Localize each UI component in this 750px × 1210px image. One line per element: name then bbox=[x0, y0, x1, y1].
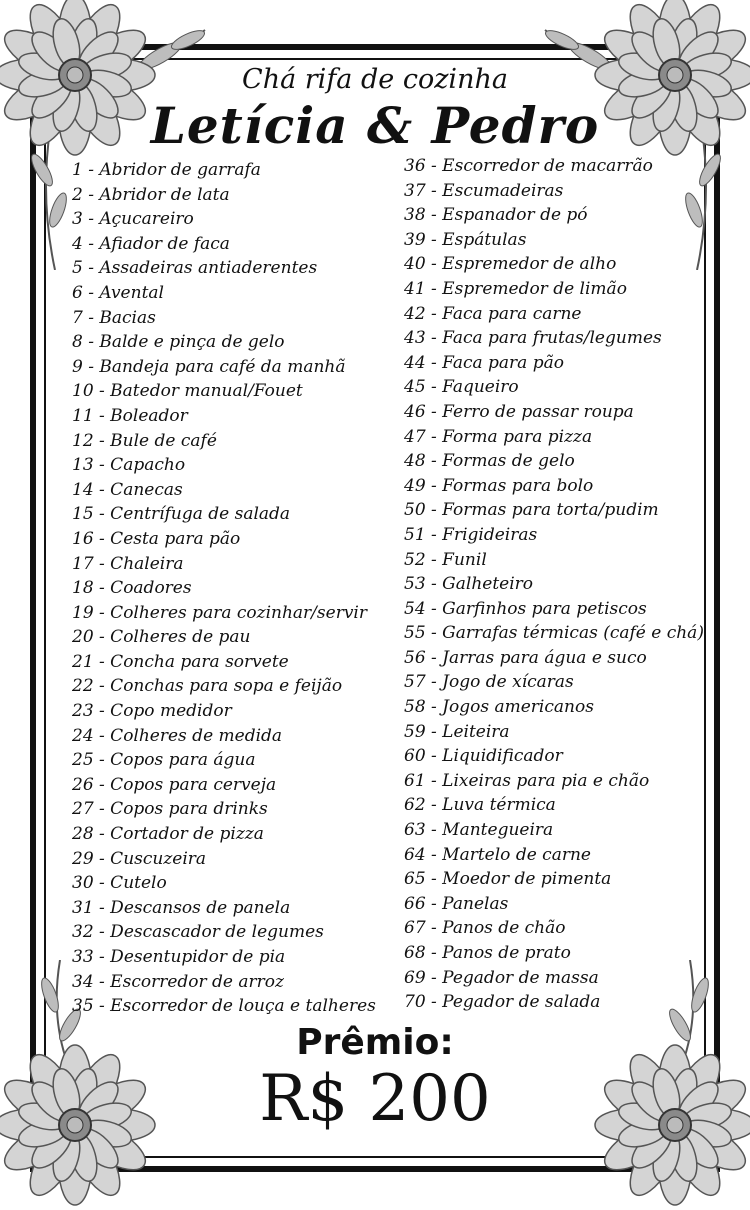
list-item: 58 - Jogos americanos bbox=[404, 697, 594, 718]
list-item: 25 - Copos para água bbox=[72, 750, 256, 771]
list-item: 30 - Cutelo bbox=[72, 873, 167, 894]
item-list-right bbox=[404, 154, 704, 1015]
list-item: 14 - Canecas bbox=[72, 479, 183, 500]
list-item: 66 - Panelas bbox=[404, 893, 509, 914]
list-item: 57 - Jogo de xícaras bbox=[404, 672, 574, 693]
list-item: 50 - Formas para torta/pudim bbox=[404, 500, 659, 521]
list-item: 59 - Leiteira bbox=[404, 721, 510, 742]
list-item: 68 - Panos de prato bbox=[404, 943, 571, 963]
list-item: 24 - Colheres de medida bbox=[72, 725, 283, 746]
list-item: 70 - Pegador de salada bbox=[404, 992, 601, 1013]
list-item: 62 - Luva térmica bbox=[404, 795, 556, 816]
list-item: 10 - Batedor manual/Fouet bbox=[72, 381, 303, 402]
list-item: 11 - Boleador bbox=[72, 405, 188, 426]
page-title: Chá rifa de cozinha bbox=[242, 64, 508, 95]
list-item: 13 - Capacho bbox=[72, 455, 186, 476]
list-item: 32 - Descascador de legumes bbox=[72, 922, 324, 943]
list-item: 21 - Concha para sorvete bbox=[72, 651, 289, 672]
list-item: 1 - Abridor de garrafa bbox=[72, 160, 261, 180]
couple-names: Letícia & Pedro bbox=[150, 96, 600, 155]
list-item: 20 - Colheres de pau bbox=[72, 627, 251, 648]
list-item: 67 - Panos de chão bbox=[404, 918, 566, 939]
list-item: 28 - Cortador de pizza bbox=[72, 824, 264, 845]
list-item: 52 - Funil bbox=[404, 549, 487, 570]
list-item: 43 - Faca para frutas/legumes bbox=[404, 328, 662, 349]
item-list-left bbox=[72, 158, 376, 1019]
list-item: 26 - Copos para cerveja bbox=[72, 774, 277, 795]
list-item: 35 - Escorredor de louça e talheres bbox=[72, 996, 376, 1017]
list-item: 7 - Bacias bbox=[72, 307, 156, 328]
list-item: 18 - Coadores bbox=[72, 578, 192, 599]
list-item: 63 - Mantegueira bbox=[404, 820, 554, 841]
list-item: 45 - Faqueiro bbox=[404, 377, 519, 398]
list-item: 40 - Espremedor de alho bbox=[404, 254, 617, 275]
list-item: 31 - Descansos de panela bbox=[72, 897, 291, 918]
list-item: 65 - Moedor de pimenta bbox=[404, 869, 612, 890]
list-item: 34 - Escorredor de arroz bbox=[72, 971, 284, 992]
list-item: 64 - Martelo de carne bbox=[404, 844, 591, 865]
list-item: 23 - Copo medidor bbox=[72, 701, 232, 722]
list-item: 60 - Liquidificador bbox=[404, 746, 563, 767]
list-item: 8 - Balde e pinça de gelo bbox=[72, 332, 285, 353]
list-item: 27 - Copos para drinks bbox=[72, 799, 268, 820]
list-item: 55 - Garrafas térmicas (café e chá) bbox=[404, 623, 704, 644]
list-item: 46 - Ferro de passar roupa bbox=[404, 401, 634, 422]
list-item: 37 - Escumadeiras bbox=[404, 180, 564, 201]
list-item: 12 - Bule de café bbox=[72, 430, 217, 451]
list-item: 49 - Formas para bolo bbox=[404, 475, 594, 496]
list-item: 47 - Forma para pizza bbox=[404, 426, 593, 447]
list-item: 69 - Pegador de massa bbox=[404, 967, 599, 988]
prize-value: R$ 200 bbox=[259, 1062, 491, 1136]
list-item: 42 - Faca para carne bbox=[404, 303, 582, 324]
list-item: 15 - Centrífuga de salada bbox=[72, 504, 291, 525]
list-item: 53 - Galheteiro bbox=[404, 574, 534, 595]
list-item: 51 - Frigideiras bbox=[404, 524, 538, 545]
list-item: 61 - Lixeiras para pia e chão bbox=[404, 770, 650, 791]
list-item: 5 - Assadeiras antiaderentes bbox=[72, 258, 318, 279]
list-item: 19 - Colheres para cozinhar/servir bbox=[72, 602, 367, 623]
list-item: 29 - Cuscuzeira bbox=[72, 848, 207, 869]
list-item: 54 - Garfinhos para petiscos bbox=[404, 598, 647, 619]
list-item: 44 - Faca para pão bbox=[404, 352, 564, 373]
list-item: 2 - Abridor de lata bbox=[72, 184, 230, 205]
list-item: 39 - Espátulas bbox=[404, 229, 527, 250]
list-item: 22 - Conchas para sopa e feijão bbox=[72, 676, 343, 697]
list-item: 9 - Bandeja para café da manhã bbox=[72, 356, 346, 377]
list-item: 36 - Escorredor de macarrão bbox=[404, 156, 653, 176]
list-item: 6 - Avental bbox=[72, 282, 164, 303]
list-item: 38 - Espanador de pó bbox=[404, 205, 588, 226]
list-item: 48 - Formas de gelo bbox=[404, 451, 575, 472]
list-item: 41 - Espremedor de limão bbox=[404, 278, 627, 299]
list-item: 17 - Chaleira bbox=[72, 553, 184, 574]
list-item: 16 - Cesta para pão bbox=[72, 528, 241, 549]
list-item: 3 - Açucareiro bbox=[72, 209, 194, 230]
list-item: 33 - Desentupidor de pia bbox=[72, 947, 286, 967]
list-item: 4 - Afiador de faca bbox=[72, 233, 230, 254]
prize-label: Prêmio: bbox=[296, 1022, 454, 1063]
list-item: 56 - Jarras para água e suco bbox=[404, 647, 647, 668]
